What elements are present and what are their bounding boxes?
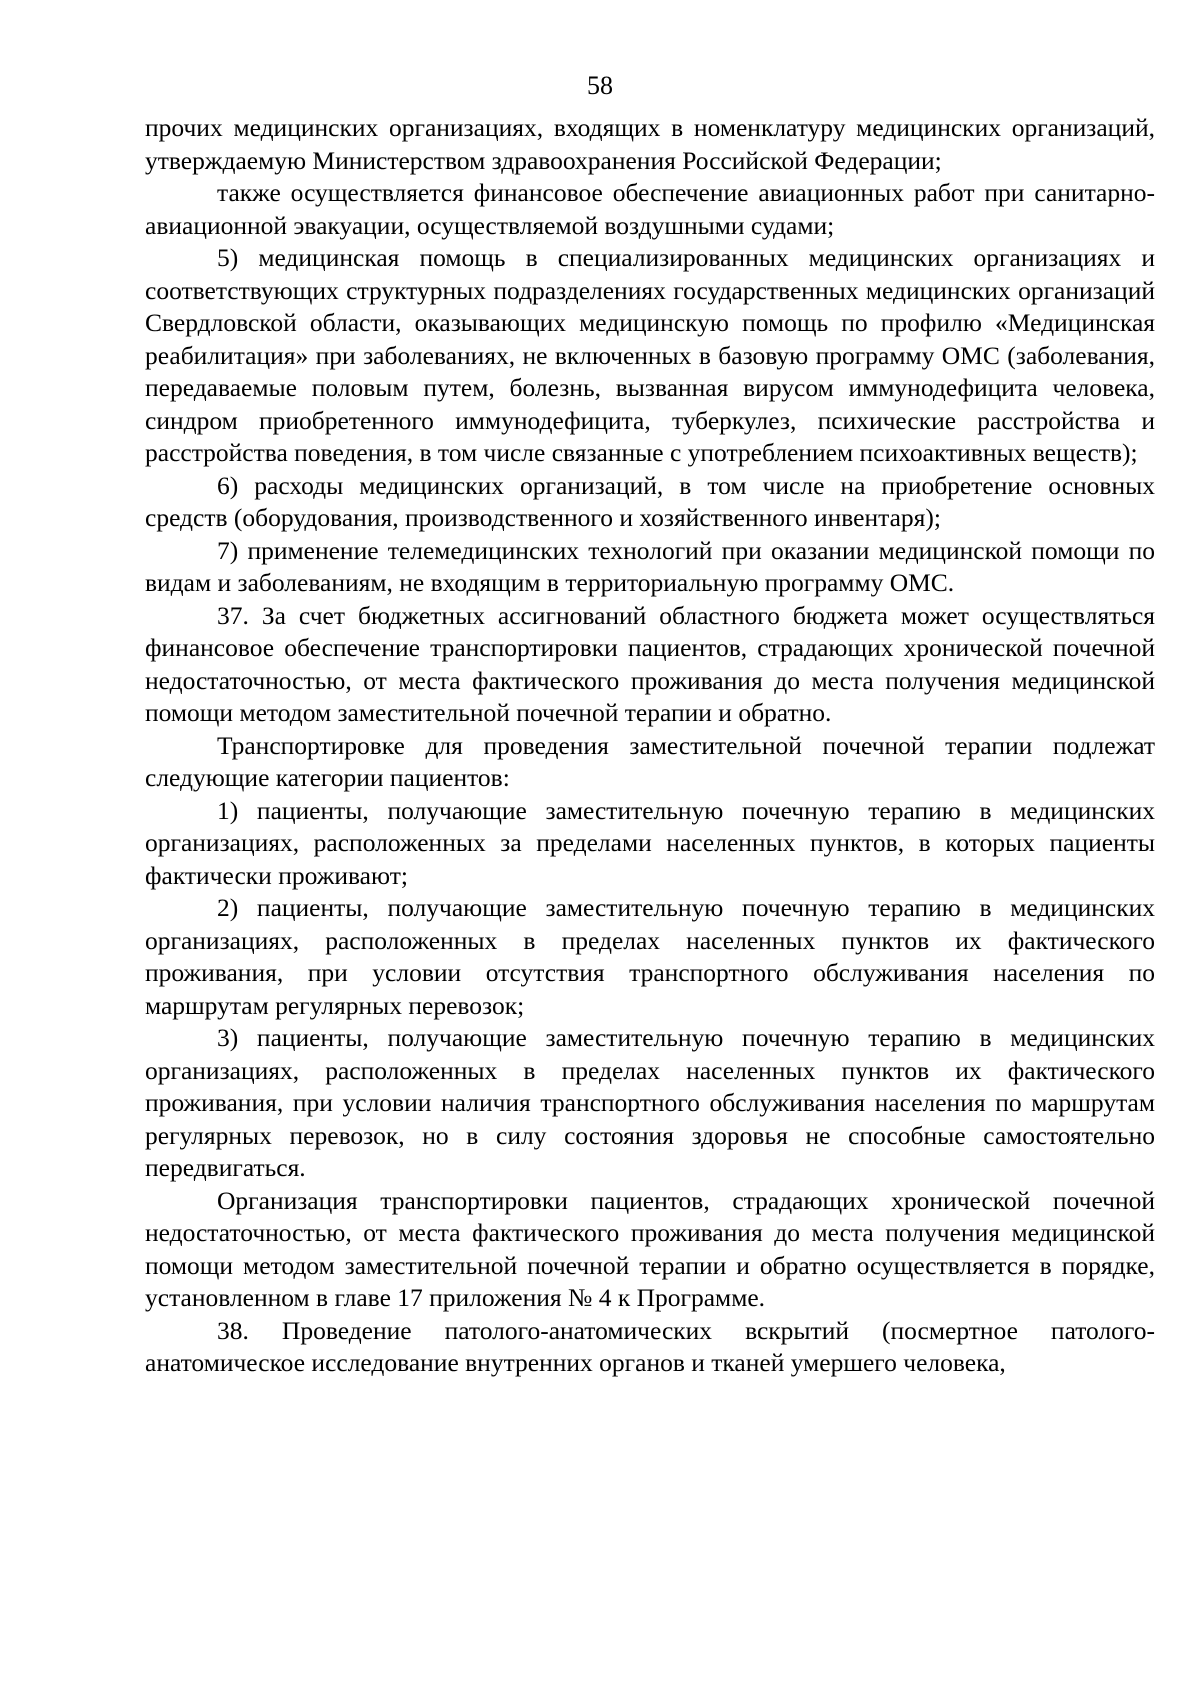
paragraph-item-7: 7) применение телемедицинских технологий при оказании медицинской помощи по видам и заболеваниям, не входящим в территориальную программу ОМС. [145,535,1155,597]
page-number: 58 [587,71,613,100]
paragraph-category-3: 3) пациенты, получающие заместительную почечную терапию в медицинских организациях, расположенных в пределах населенных пунктов их фактического проживания, при условии наличия транспортного обслуживания населения по маршрутам регулярных перевозок, но в силу состояния здоровья не способные самостоятельно передвигаться. [145,1023,1155,1182]
paragraph-2: также осуществляется финансовое обеспечение авиационных работ при санитарно-авиационной эвакуации, осуществляемой воздушными судами; [145,178,1155,240]
paragraph-section-38: 38. Проведение патолого-анатомических вскрытий (посмертное патолого-анатомическое исследование внутренних органов и тканей умершего человека, [145,1315,1155,1377]
paragraph-1: прочих медицинских организациях, входящих в номенклатуру медицинских организаций, утверждаемую Министерством здравоохранения Российской Федерации; [145,113,1155,175]
paragraph-item-6: 6) расходы медицинских организаций, в том числе на приобретение основных средств (оборудования, производственного и хозяйственного инвентаря); [145,470,1155,532]
paragraph-organization: Организация транспортировки пациентов, страдающих хронической почечной недостаточностью, от места фактического проживания до места получения медицинской помощи методом заместительной почечной терапии и обратно осуществляется в порядке, установленном в главе 17 приложения № 4 к Программе. [145,1185,1155,1312]
paragraph-category-1: 1) пациенты, получающие заместительную почечную терапию в медицинских организациях, расположенных за пределами населенных пунктов, в которых пациенты фактически проживают; [145,795,1155,890]
paragraph-item-5: 5) медицинская помощь в специализированных медицинских организациях и соответствующих структурных подразделениях государственных медицинских организаций Свердловской области, оказывающих медицинскую помощь по профилю «Медицинская реабилитация» при заболеваниях, не включенных в базовую программу ОМС (заболевания, передаваемые половым путем, болезнь, вызванная вирусом иммунодефицита человека, синдром приобретенного иммунодефицита, туберкулез, психические расстройства и расстройства поведения, в том числе связанные с употреблением психоактивных веществ); [145,243,1155,467]
paragraph-category-2: 2) пациенты, получающие заместительную почечную терапию в медицинских организациях, расположенных в пределах населенных пунктов их фактического проживания, при условии отсутствия транспортного обслуживания населения по маршрутам регулярных перевозок; [145,893,1155,1020]
document-body [145,112,1155,1380]
paragraph-transport-categories: Транспортировке для проведения заместительной почечной терапии подлежат следующие категории пациентов: [145,730,1155,792]
paragraph-section-37: 37. За счет бюджетных ассигнований областного бюджета может осуществляться финансовое обеспечение транспортировки пациентов, страдающих хронической почечной недостаточностью, от места фактического проживания до места получения медицинской помощи методом заместительной почечной терапии и обратно. [145,600,1155,727]
